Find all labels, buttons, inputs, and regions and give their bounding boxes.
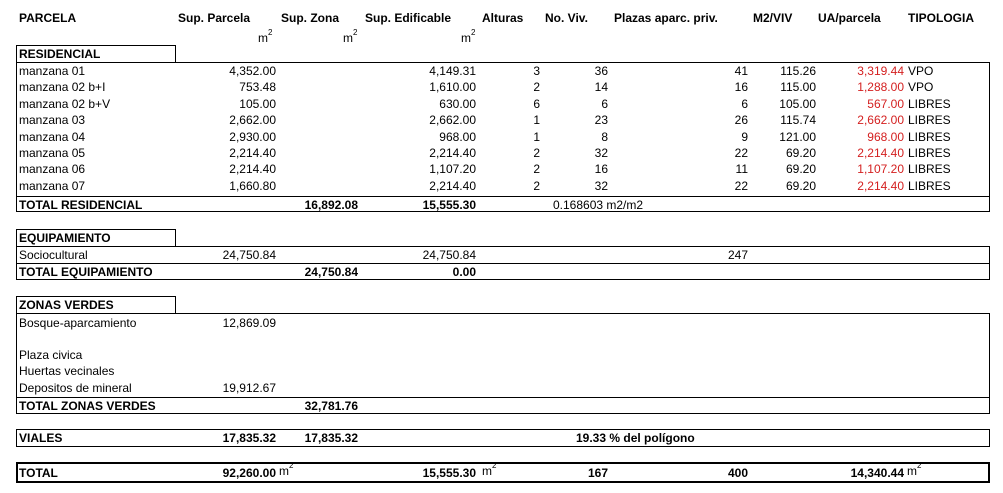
total-viv: 167 <box>587 466 608 480</box>
row-sup-edificable: 2,214.40 <box>429 178 476 193</box>
row-m2viv: 69.20 <box>785 178 816 193</box>
row-plazas: 26 <box>734 113 748 128</box>
total-unit-parcela: m 2 <box>279 461 294 478</box>
total-residencial-edif: 15,555.30 <box>422 198 476 212</box>
row-plazas: 22 <box>734 146 748 160</box>
header-parcela: PARCELA <box>19 11 77 25</box>
total-plazas: 400 <box>727 466 748 480</box>
residencial-ratio: 0.168603 m2/m2 <box>553 198 644 212</box>
total-label: TOTAL <box>19 466 58 480</box>
equipamiento-row-name: Sociocultural <box>19 248 88 262</box>
row-ua-parcela: 567.00 <box>867 96 904 111</box>
zonas-verdes-row2-name: Plaza civica <box>19 348 83 362</box>
row-sup-edificable: 2,214.40 <box>429 146 476 160</box>
header-no-viv: No. Viv. <box>545 11 588 25</box>
header-sup-edificable: Sup. Edificable <box>365 11 452 25</box>
row-alturas: 3 <box>533 64 540 78</box>
row-m2viv: 69.20 <box>785 146 816 160</box>
equipamiento-row-plazas: 247 <box>727 248 748 262</box>
row-sup-edificable: 630.00 <box>439 96 476 111</box>
zonas-verdes-row1-name: Bosque-aparcamiento <box>19 316 137 330</box>
zonas-verdes-row4-val: 19,912.67 <box>222 381 276 395</box>
row-alturas: 2 <box>533 146 540 160</box>
row-sup-parcela: 2,930.00 <box>229 129 276 144</box>
row-ua-parcela: 2,662.00 <box>857 113 904 128</box>
row-name: manzana 02 b+I <box>19 80 106 95</box>
row-sup-parcela: 2,214.40 <box>229 146 276 160</box>
row-plazas: 9 <box>741 129 748 144</box>
row-sup-edificable: 4,149.31 <box>429 64 476 78</box>
total-equipamiento-edif: 0.00 <box>452 265 476 279</box>
zonas-verdes-row3-name: Huertas vecinales <box>19 364 115 378</box>
total-residencial-zona: 16,892.08 <box>304 198 358 212</box>
zonas-verdes-title: ZONAS VERDES <box>19 298 114 312</box>
row-sup-edificable: 2,662.00 <box>429 113 476 128</box>
row-m2viv: 115.26 <box>780 64 816 78</box>
row-sup-parcela: 105.00 <box>239 96 276 111</box>
zonas-verdes-divider <box>16 397 990 398</box>
total-zonas-verdes-label: TOTAL ZONAS VERDES <box>19 399 156 413</box>
residencial-divider <box>16 196 990 197</box>
header-sup-parcela: Sup. Parcela <box>178 11 251 25</box>
zonas-verdes-row1-val: 12,869.09 <box>222 316 276 330</box>
zonas-verdes-row4-name: Depositos de mineral <box>19 381 132 395</box>
equipamiento-row-edif: 24,750.84 <box>422 248 476 262</box>
row-name: manzana 03 <box>19 113 86 128</box>
row-alturas: 2 <box>533 178 540 193</box>
viales-label: VIALES <box>19 431 63 445</box>
row-plazas: 11 <box>735 162 748 177</box>
row-no-viv: 16 <box>594 162 608 177</box>
header-m2viv: M2/VIV <box>753 11 793 25</box>
row-tipologia: LIBRES <box>908 129 951 144</box>
viales-sup-zona: 17,835.32 <box>304 431 358 445</box>
row-ua-parcela: 968.00 <box>867 129 904 144</box>
row-ua-parcela: 1,288.00 <box>857 80 904 95</box>
row-sup-parcela: 753.48 <box>239 80 276 95</box>
row-alturas: 1 <box>533 129 540 144</box>
row-name: manzana 07 <box>19 178 86 193</box>
row-m2viv: 115.74 <box>780 113 816 128</box>
row-plazas: 41 <box>734 64 748 78</box>
total-residencial-label: TOTAL RESIDENCIAL <box>19 198 143 212</box>
row-sup-edificable: 968.00 <box>439 129 476 144</box>
header-tipologia: TIPOLOGIA <box>908 11 974 25</box>
header-ua-parcela: UA/parcela <box>818 11 881 25</box>
row-name: manzana 06 <box>19 162 86 177</box>
total-equipamiento-zona: 24,750.84 <box>304 265 358 279</box>
equipamiento-title: EQUIPAMIENTO <box>19 231 111 245</box>
row-tipologia: VPO <box>908 80 934 95</box>
zonas-verdes-table <box>16 313 990 414</box>
row-plazas: 16 <box>734 80 748 95</box>
residencial-title: RESIDENCIAL <box>19 47 101 61</box>
total-sup-edif: 15,555.30 <box>422 466 476 480</box>
unit-m-edificable: m 2 <box>461 28 476 45</box>
row-tipologia: LIBRES <box>908 178 951 193</box>
row-sup-parcela: 1,660.80 <box>229 178 276 193</box>
row-no-viv: 23 <box>594 113 608 128</box>
row-tipologia: VPO <box>908 64 934 78</box>
equipamiento-divider <box>16 263 990 264</box>
total-equipamiento-label: TOTAL EQUIPAMIENTO <box>19 265 153 279</box>
row-m2viv: 69.20 <box>785 162 816 177</box>
header-plazas: Plazas aparc. priv. <box>614 11 718 25</box>
row-tipologia: LIBRES <box>908 162 951 177</box>
header-sup-zona: Sup. Zona <box>281 11 339 25</box>
row-alturas: 2 <box>533 80 540 95</box>
row-tipologia: LIBRES <box>908 113 951 128</box>
equipamiento-row-parcela: 24,750.84 <box>222 248 276 262</box>
row-m2viv: 115.00 <box>780 80 816 95</box>
row-no-viv: 14 <box>594 80 608 95</box>
total-unit-ua: m 2 <box>907 461 922 478</box>
row-name: manzana 04 <box>19 129 86 144</box>
row-ua-parcela: 2,214.40 <box>857 146 904 160</box>
row-alturas: 1 <box>533 113 540 128</box>
row-alturas: 2 <box>533 162 540 177</box>
row-name: manzana 05 <box>19 146 86 160</box>
row-name: manzana 01 <box>19 64 86 78</box>
row-ua-parcela: 2,214.40 <box>857 178 904 193</box>
row-m2viv: 121.00 <box>779 129 816 144</box>
row-ua-parcela: 1,107.20 <box>857 162 904 177</box>
viales-poligono: 19.33 % del polígono <box>576 431 695 445</box>
viales-sup-parcela: 17,835.32 <box>222 431 276 445</box>
unit-m-parcela: m 2 <box>258 28 273 45</box>
row-tipologia: LIBRES <box>908 96 951 111</box>
row-sup-edificable: 1,107.20 <box>429 162 476 177</box>
row-tipologia: LIBRES <box>908 146 951 160</box>
row-plazas: 22 <box>734 178 748 193</box>
row-no-viv: 8 <box>601 129 608 144</box>
total-sup-parcela: 92,260.00 <box>222 466 276 480</box>
row-sup-parcela: 2,662.00 <box>229 113 276 128</box>
row-alturas: 6 <box>533 96 540 111</box>
total-ua: 14,340.44 <box>850 466 904 480</box>
unit-m-zona: m 2 <box>343 28 358 45</box>
total-zonas-verdes-zona: 32,781.76 <box>304 399 358 413</box>
row-sup-edificable: 1,610.00 <box>429 80 476 95</box>
total-unit-edif: m 2 <box>482 461 497 478</box>
row-name: manzana 02 b+V <box>19 96 111 111</box>
row-no-viv: 6 <box>601 96 608 111</box>
row-no-viv: 32 <box>594 146 608 160</box>
row-no-viv: 32 <box>594 178 608 193</box>
row-no-viv: 36 <box>594 64 608 78</box>
header-alturas: Alturas <box>482 11 524 25</box>
row-sup-parcela: 4,352.00 <box>229 64 276 78</box>
viales-row <box>16 429 990 447</box>
row-plazas: 6 <box>741 96 748 111</box>
row-ua-parcela: 3,319.44 <box>857 64 904 78</box>
row-m2viv: 105.00 <box>779 96 816 111</box>
row-sup-parcela: 2,214.40 <box>229 162 276 177</box>
